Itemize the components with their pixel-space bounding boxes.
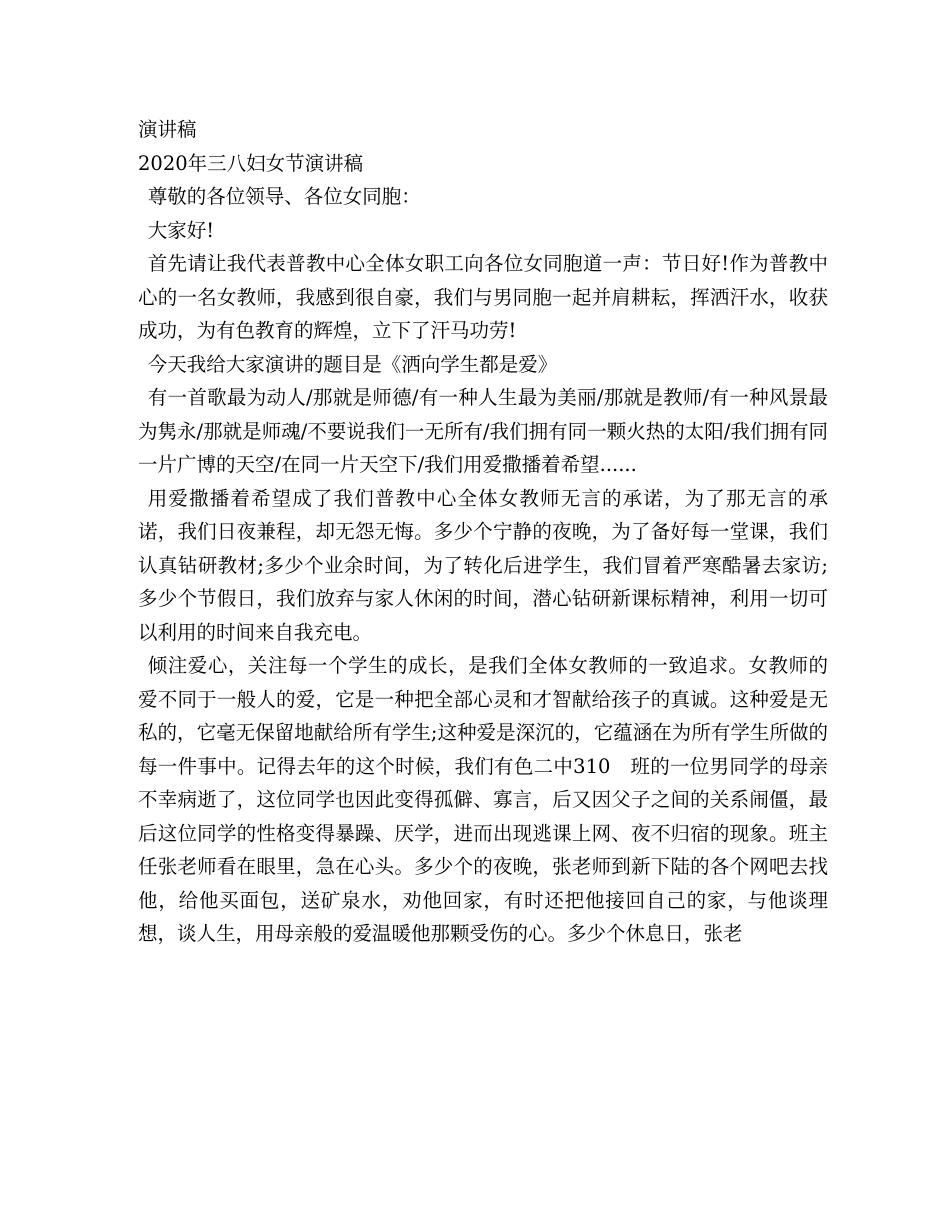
document-body [138,113,828,951]
document-header: 演讲稿 [138,118,197,141]
paragraph-topic: 今天我给大家演讲的题目是《洒向学生都是爱》 [147,352,558,376]
document-title: 2020年三八妇女节演讲稿 [138,151,364,175]
paragraph-salutation: 尊敬的各位领导、各位女同胞： [147,185,421,208]
paragraph-greeting: 大家好! [147,218,215,242]
paragraph-commitment: 用爱撒播着希望成了我们普教中心全体女教师无言的承诺，为了那无言的承诺，我们日夜兼程，却无怨无悔。多少个宁静的夜晚，为了备好每一堂课，我们认真钻研教材;多少个业余时间，为了转化后进学生，我们冒着严寒酷暑去家访;多少个节假日，我们放弃与家人休闲的时间，潜心钻研新课标精神，利用一切可以利用的时间来自我充电。 [138,486,828,644]
paragraph-opening: 首先请让我代表普教中心全体女职工向各位女同胞道一声：节日好!作为普教中心的一名女教师，我感到很自豪，我们与男同胞一起并肩耕耘，挥洒汗水，收获成功，为有色教育的辉煌，立下了汗马功劳! [138,252,828,342]
paragraph-poem: 有一首歌最为动人/那就是师德/有一种人生最为美丽/那就是教师/有一种风景最为隽永/那就是师魂/不要说我们一无所有/我们拥有同一颗火热的太阳/我们拥有同一片广博的天空/在同一片天空下/我们用爱撒播着希望...... [138,386,828,476]
paragraph-story: 倾注爱心，关注每一个学生的成长，是我们全体女教师的一致追求。女教师的爱不同于一般人的爱，它是一种把全部心灵和才智献给孩子的真诚。这种爱是无私的，它毫无保留地献给所有学生;这种爱是深沉的，它蕴涵在为所有学生所做的每一件事中。记得去年的这个时候，我们有色二中310 班的一位男同学的母亲不幸病逝了，这位同学也因此变得孤僻、寡言，后又因父子之间的关系闹僵，最后这位同学的性格变得暴躁、厌学，进而出现逃课上网、夜不归宿的现象。班主任张老师看在眼里，急在心头。多少个的夜晚，张老师到新下陆的各个网吧去找他，给他买面包，送矿泉水，劝他回家，有时还把他接回自己的家，与他谈理想，谈人生，用母亲般的爱温暖他那颗受伤的心。多少个休息日，张老 [138,654,828,945]
